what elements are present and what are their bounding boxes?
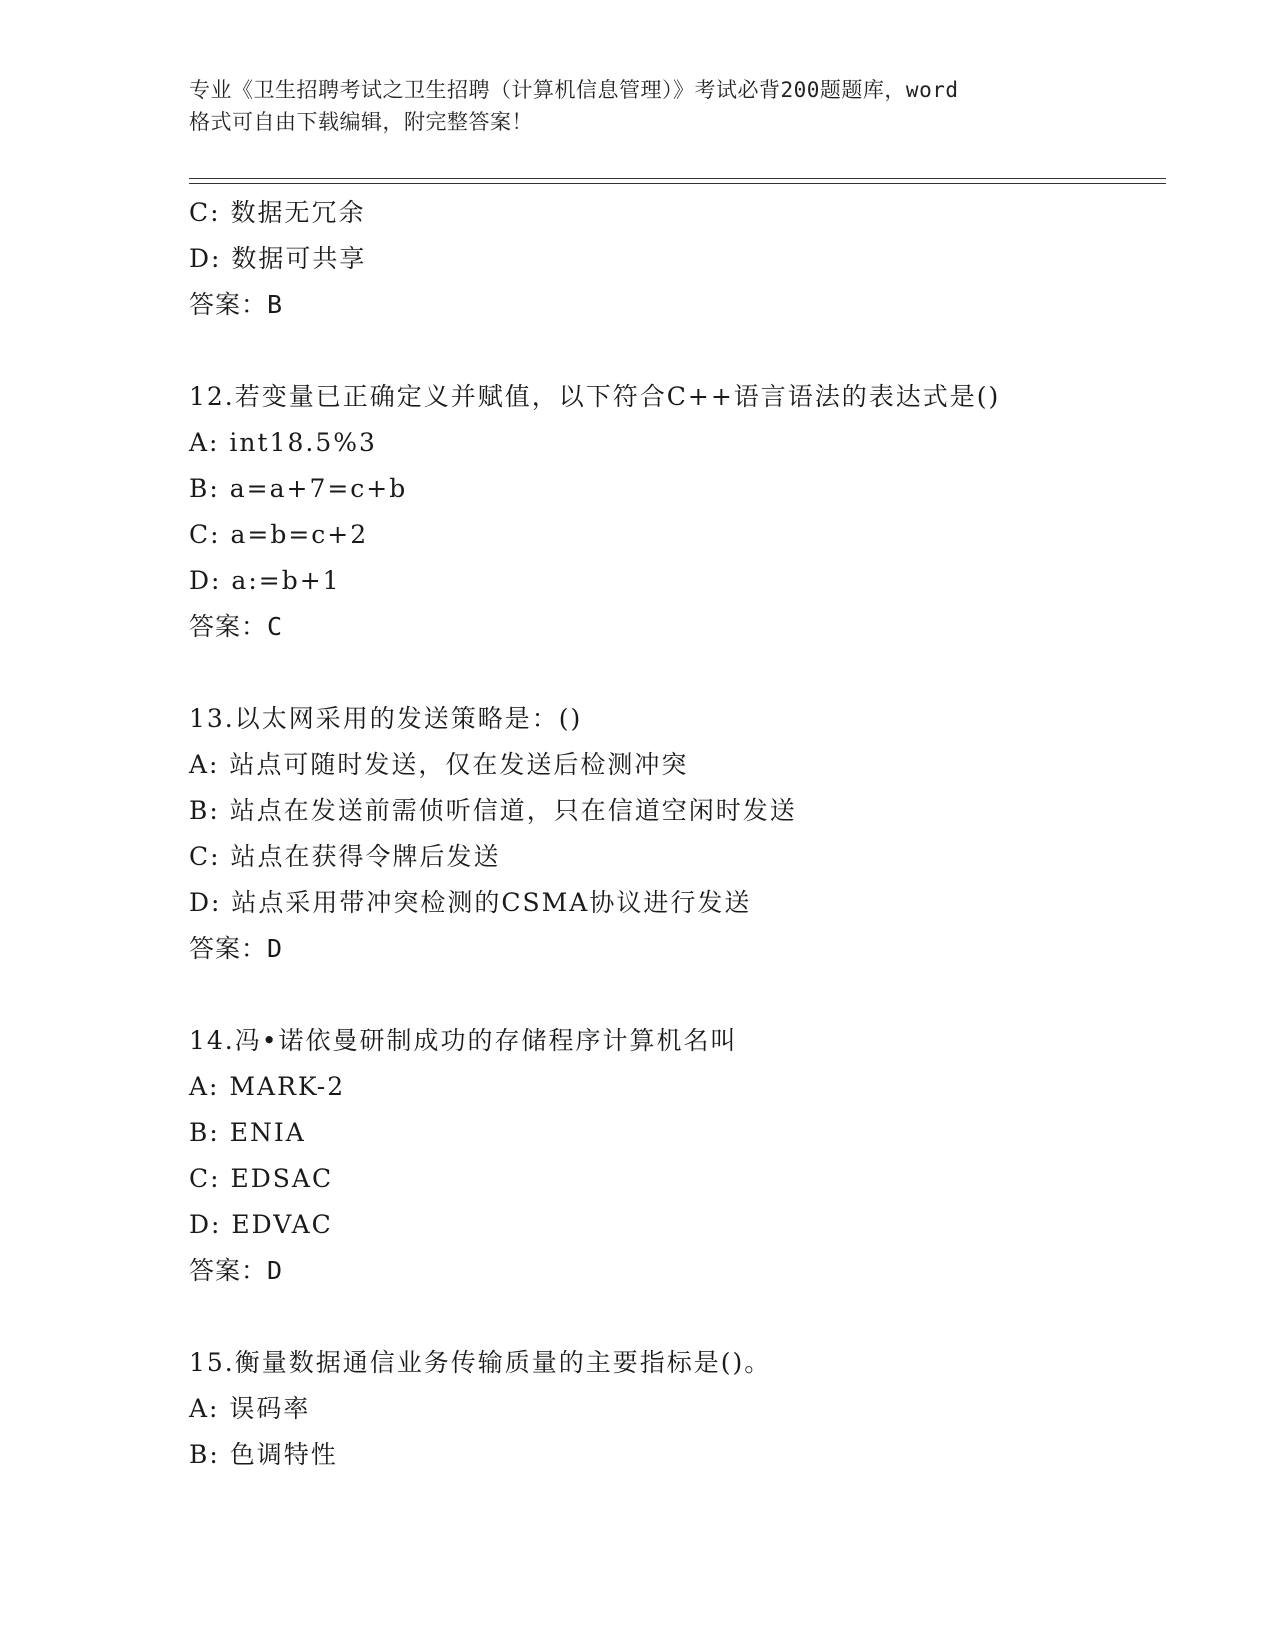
question-14: [189, 1018, 1169, 1294]
question-stem: 14.冯•诺依曼研制成功的存储程序计算机名叫: [189, 1026, 738, 1055]
spacer: [189, 650, 1169, 696]
option-a: A: 误码率: [189, 1394, 311, 1423]
spacer: [189, 972, 1169, 1018]
option-c: C: EDSAC: [189, 1164, 334, 1193]
option-c: C: 站点在获得令牌后发送: [189, 842, 501, 871]
option-d: D: 数据可共享: [189, 244, 367, 273]
question-11-continuation: [189, 190, 1169, 328]
option-b: B: a=a+7=c+b: [189, 474, 408, 503]
option-c: C: 数据无冗余: [189, 198, 366, 227]
option-d: D: EDVAC: [189, 1210, 333, 1239]
option-b: B: ENIA: [189, 1118, 306, 1147]
header-divider-top: [189, 178, 1166, 179]
answer-line: 答案：D: [189, 934, 284, 963]
question-12: [189, 374, 1169, 650]
question-stem: 12.若变量已正确定义并赋值，以下符合C++语言语法的表达式是(): [189, 382, 1001, 411]
option-c: C: a=b=c+2: [189, 520, 369, 549]
option-b: B: 色调特性: [189, 1440, 338, 1469]
option-d: D: a:=b+1: [189, 566, 341, 595]
question-13: [189, 696, 1169, 972]
spacer: [189, 1294, 1169, 1340]
header-line-2: 格式可自由下载编辑，附完整答案！: [189, 110, 533, 134]
answer-line: 答案：C: [189, 612, 284, 641]
document-header: [189, 74, 1089, 138]
option-a: A: int18.5%3: [189, 428, 377, 457]
question-stem: 15.衡量数据通信业务传输质量的主要指标是()。: [189, 1348, 772, 1377]
document-body: [189, 190, 1169, 1478]
option-d: D: 站点采用带冲突检测的CSMA协议进行发送: [189, 888, 752, 917]
header-line-1: 专业《卫生招聘考试之卫生招聘（计算机信息管理）》考试必背200题题库，word: [189, 78, 959, 102]
header-divider-bottom: [189, 183, 1166, 184]
option-a: A: MARK-2: [189, 1072, 346, 1101]
spacer: [189, 328, 1169, 374]
option-a: A: 站点可随时发送，仅在发送后检测冲突: [189, 750, 689, 779]
question-15: [189, 1340, 1169, 1478]
answer-line: 答案：D: [189, 1256, 284, 1285]
option-b: B: 站点在发送前需侦听信道，只在信道空闲时发送: [189, 796, 797, 825]
answer-line: 答案：B: [189, 290, 284, 319]
question-stem: 13.以太网采用的发送策略是：(): [189, 704, 583, 733]
